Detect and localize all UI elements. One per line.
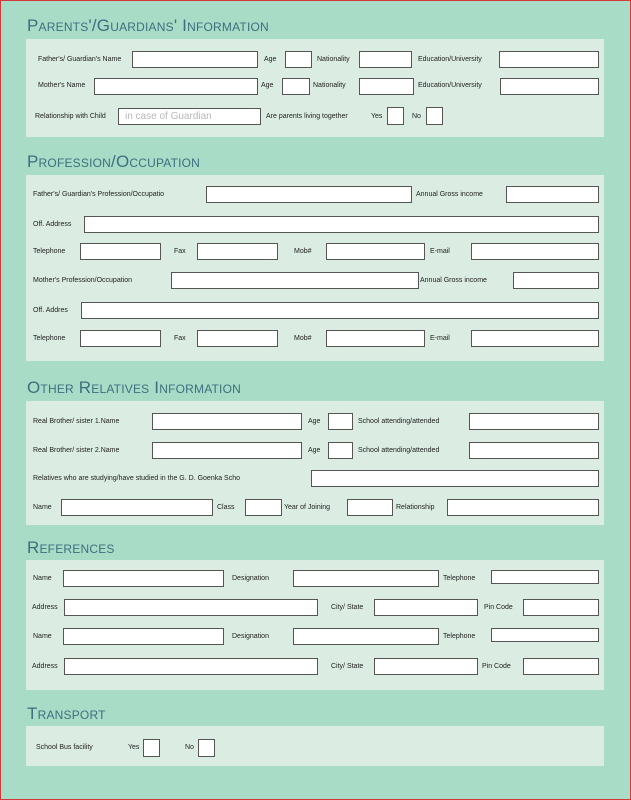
- parents-section-title: Parents'/Guardians' Information: [27, 16, 269, 35]
- father-telephone-input[interactable]: [80, 243, 161, 260]
- father-nationality-label: Nationality: [317, 56, 350, 63]
- father-name-input[interactable]: [132, 51, 258, 68]
- ref1-name-label: Name: [33, 575, 52, 582]
- mother-age-label: Age: [261, 82, 274, 89]
- father-fax-label: Fax: [174, 248, 186, 255]
- father-mob-label: Mob#: [294, 248, 312, 255]
- sibling1-age-label: Age: [308, 418, 321, 425]
- ref1-pin-label: Pin Code: [484, 604, 513, 611]
- ref1-city-input[interactable]: [374, 599, 478, 616]
- relative-class-input[interactable]: [245, 499, 282, 516]
- ref1-telephone-label: Telephone: [443, 575, 476, 582]
- transport-panel: [26, 726, 604, 766]
- sibling2-label: Real Brother/ sister 2.Name: [33, 447, 120, 454]
- ref2-telephone-label: Telephone: [443, 633, 476, 640]
- mother-email-label: E-mail: [430, 335, 450, 342]
- mother-profession-label: Mother's Profession/Occupation: [33, 277, 132, 284]
- mother-name-input[interactable]: [94, 78, 258, 95]
- relationship-input[interactable]: in case of Guardian: [118, 108, 261, 125]
- parents-panel: [26, 39, 604, 137]
- sibling2-age-input[interactable]: [328, 442, 353, 459]
- relative-name-input[interactable]: [61, 499, 213, 516]
- father-profession-label: Father's/ Guardian's Profession/Occupatio: [33, 191, 165, 198]
- mother-profession-input[interactable]: [171, 272, 419, 289]
- ref2-name-input[interactable]: [63, 628, 224, 645]
- bus-yes-label: Yes: [128, 744, 140, 751]
- ref2-pin-label: Pin Code: [482, 663, 511, 670]
- bus-yes-checkbox[interactable]: [143, 739, 160, 757]
- sibling1-school-label: School attending/attended: [358, 418, 440, 425]
- relatives-section-title: Other Relatives Information: [27, 378, 241, 397]
- father-telephone-label: Telephone: [33, 248, 66, 255]
- mother-name-label: Mother's Name: [38, 82, 86, 89]
- ref2-address-label: Address: [32, 663, 58, 670]
- ref1-designation-input[interactable]: [293, 570, 439, 587]
- father-education-input[interactable]: [499, 51, 599, 68]
- living-no-checkbox[interactable]: [426, 107, 443, 125]
- mother-telephone-label: Telephone: [33, 335, 66, 342]
- father-fax-input[interactable]: [197, 243, 278, 260]
- references-section-title: References: [27, 538, 115, 557]
- ref2-address-input[interactable]: [64, 658, 318, 675]
- ref2-designation-label: Designation: [232, 633, 269, 640]
- mother-education-label: Education/University: [418, 82, 482, 89]
- father-income-label: Annual Gross income: [416, 191, 483, 198]
- living-yes-label: Yes: [371, 113, 383, 120]
- sibling1-name-input[interactable]: [152, 413, 302, 430]
- references-panel: [26, 560, 604, 690]
- relative-relationship-input[interactable]: [447, 499, 599, 516]
- relative-year-input[interactable]: [347, 499, 393, 516]
- mother-nationality-label: Nationality: [313, 82, 346, 89]
- living-no-label: No: [412, 113, 421, 120]
- relative-class-label: Class: [217, 504, 235, 511]
- bus-no-label: No: [185, 744, 194, 751]
- profession-panel: [26, 175, 604, 361]
- mother-mob-input[interactable]: [326, 330, 425, 347]
- mother-income-input[interactable]: [513, 272, 599, 289]
- sibling2-school-input[interactable]: [469, 442, 599, 459]
- transport-section-title: Transport: [27, 704, 106, 723]
- ref2-city-label: City/ State: [331, 663, 364, 670]
- living-yes-checkbox[interactable]: [387, 107, 404, 125]
- ref1-address-input[interactable]: [64, 599, 318, 616]
- relatives-studying-label: Relatives who are studying/have studied in the G. D. Goenka Scho: [33, 475, 241, 482]
- sibling1-label: Real Brother/ sister 1.Name: [33, 418, 120, 425]
- sibling1-age-input[interactable]: [328, 413, 353, 430]
- mother-nationality-input[interactable]: [359, 78, 414, 95]
- father-income-input[interactable]: [506, 186, 599, 203]
- father-education-label: Education/University: [418, 56, 482, 63]
- bus-facility-label: School Bus facility: [36, 744, 93, 751]
- father-age-input[interactable]: [285, 51, 312, 68]
- ref1-address-label: Address: [32, 604, 58, 611]
- mother-email-input[interactable]: [471, 330, 599, 347]
- mother-office-address-label: Off. Addres: [33, 307, 68, 314]
- sibling1-school-input[interactable]: [469, 413, 599, 430]
- relatives-studying-input[interactable]: [311, 470, 599, 487]
- ref2-telephone-input[interactable]: [491, 628, 599, 642]
- ref2-pin-input[interactable]: [523, 658, 599, 675]
- mother-education-input[interactable]: [500, 78, 599, 95]
- father-office-address-input[interactable]: [84, 216, 599, 233]
- father-email-label: E-mail: [430, 248, 450, 255]
- bus-no-checkbox[interactable]: [198, 739, 215, 757]
- living-together-label: Are parents living together: [266, 113, 348, 120]
- ref1-city-label: City/ State: [331, 604, 364, 611]
- father-age-label: Age: [264, 56, 277, 63]
- ref1-name-input[interactable]: [63, 570, 224, 587]
- mother-fax-input[interactable]: [197, 330, 278, 347]
- father-email-input[interactable]: [471, 243, 599, 260]
- mother-age-input[interactable]: [282, 78, 310, 95]
- father-office-address-label: Off. Address: [33, 221, 72, 228]
- sibling2-age-label: Age: [308, 447, 321, 454]
- relative-relationship-label: Relationship: [396, 504, 435, 511]
- ref2-city-input[interactable]: [374, 658, 478, 675]
- mother-office-address-input[interactable]: [81, 302, 599, 319]
- father-profession-input[interactable]: [206, 186, 412, 203]
- relative-name-label: Name: [33, 504, 52, 511]
- ref2-designation-input[interactable]: [293, 628, 439, 645]
- profession-section-title: Profession/Occupation: [27, 152, 201, 171]
- ref1-pin-input[interactable]: [523, 599, 599, 616]
- ref2-name-label: Name: [33, 633, 52, 640]
- mother-mob-label: Mob#: [294, 335, 312, 342]
- father-mob-input[interactable]: [326, 243, 425, 260]
- father-nationality-input[interactable]: [359, 51, 412, 68]
- relative-year-label: Year of Joining: [284, 504, 331, 511]
- sibling2-name-input[interactable]: [152, 442, 302, 459]
- relationship-label: Relationship with Child: [35, 113, 106, 120]
- mother-telephone-input[interactable]: [80, 330, 161, 347]
- ref1-designation-label: Designation: [232, 575, 269, 582]
- sibling2-school-label: School attending/attended: [358, 447, 440, 454]
- mother-income-label: Annual Gross income: [420, 277, 487, 284]
- father-name-label: Father's/ Guardian's Name: [38, 56, 122, 63]
- mother-fax-label: Fax: [174, 335, 186, 342]
- relatives-panel: [26, 401, 604, 525]
- ref1-telephone-input[interactable]: [491, 570, 599, 584]
